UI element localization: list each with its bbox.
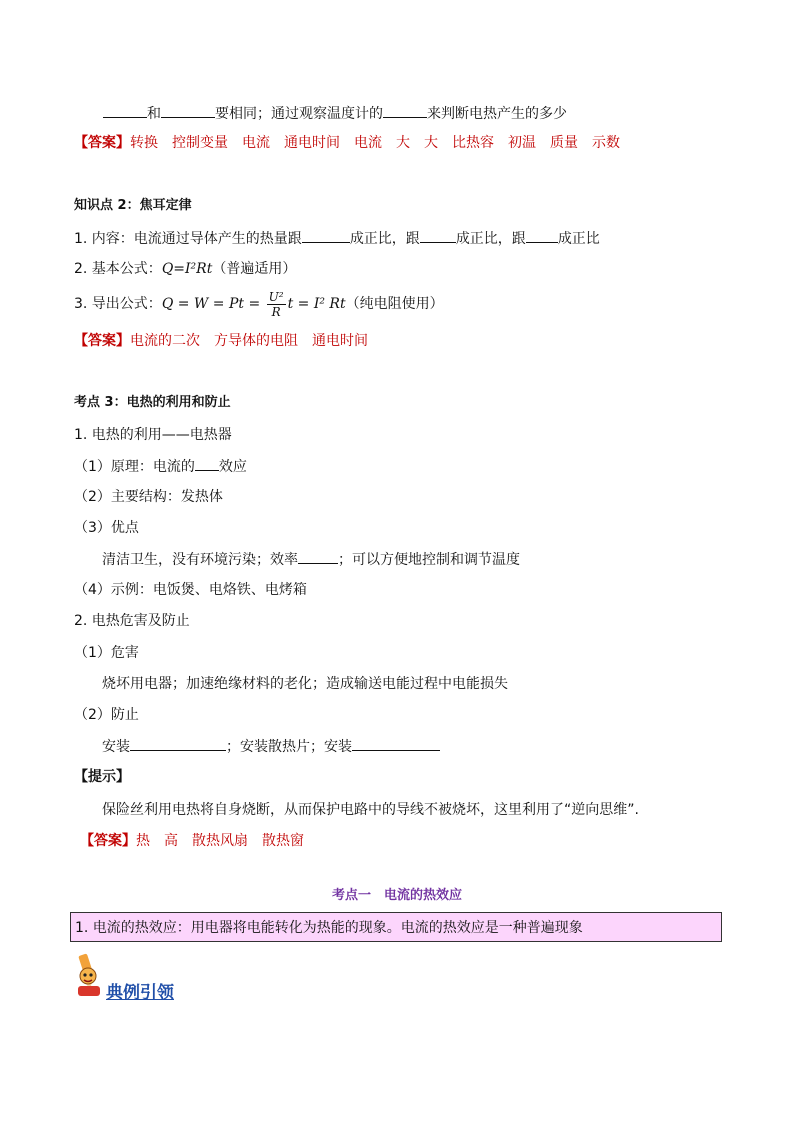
k3-line-6: （4）示例：电饭煲、电烙铁、电烤箱	[74, 582, 307, 598]
intro-text-3: 来判断电热产生的多少	[427, 106, 567, 122]
definition-box: 1. 电流的热效应：用电器将电能转化为热能的现象。电流的热效应是一种普遍现象	[70, 912, 722, 942]
fill-blank	[161, 103, 215, 118]
k3-line2-text: （1）原理：电流的	[74, 459, 195, 475]
intro-text-2: 要相同；通过观察温度计的	[215, 106, 383, 122]
answer-text: 热 高 散热风扇 散热窗	[136, 833, 304, 849]
fraction-numerator: U²	[268, 289, 284, 304]
joule-formula: Q=I²Rt	[161, 261, 213, 277]
k3-line-2	[74, 456, 247, 477]
k2-item1-text: 成正比，跟	[455, 231, 526, 247]
k3-line2-text: 效应	[218, 459, 247, 475]
k2-item-1	[74, 228, 600, 249]
section-title: 考点一 电流的热效应	[331, 888, 462, 903]
k3-line-4: （3）优点	[74, 520, 139, 536]
fraction-denominator: R	[271, 304, 281, 319]
k3-line-3: （2）主要结构：发热体	[74, 489, 223, 505]
k3-line-7: 2. 电热危害及防止	[74, 613, 190, 629]
k2-item2-note: （普遍适用）	[212, 261, 297, 277]
intro-line	[103, 103, 567, 124]
answer-label: 【答案】	[74, 333, 130, 349]
fill-blank	[526, 228, 558, 243]
fill-blank	[195, 456, 219, 471]
answer-line-3	[80, 831, 304, 851]
k3-line5-text: 清洁卫生，没有环境污染；效率	[102, 552, 298, 568]
answer-label: 【答案】	[80, 833, 136, 849]
k2-item3-note: （纯电阻使用）	[345, 296, 444, 312]
k3-title: 考点 3：电热的利用和防止	[74, 395, 231, 410]
k2-item2-label: 2. 基本公式：	[74, 261, 162, 277]
answer-text: 电流的二次 方导体的电阻 通电时间	[130, 333, 368, 349]
fill-blank	[302, 228, 350, 243]
hint-text: 保险丝利用电热将自身烧断，从而保护电路中的导线不被烧坏，这里利用了“逆向思维”.	[102, 802, 639, 818]
hint-title: 【提示】	[74, 769, 130, 785]
k2-item-2	[74, 259, 296, 279]
fill-blank	[383, 103, 427, 118]
k3-line5-text: ；可以方便地控制和调节温度	[338, 552, 520, 568]
k3-line-8: （1）危害	[74, 645, 139, 661]
k3-line-9: 烧坏用电器；加速绝缘材料的老化；造成输送电能过程中电能损失	[102, 676, 508, 692]
k3-line-5	[102, 549, 520, 570]
fill-blank	[420, 228, 456, 243]
k3-line-10: （2）防止	[74, 707, 139, 723]
k2-title: 知识点 2：焦耳定律	[74, 198, 192, 213]
fill-blank	[103, 103, 147, 118]
k2-item1-text: 成正比，跟	[349, 231, 420, 247]
example-header	[72, 952, 174, 1003]
intro-text-1: 和	[147, 106, 161, 122]
k2-item1-text: 成正比	[557, 231, 600, 247]
answer-text: 转换 控制变量 电流 通电时间 电流 大 大 比热容 初温 质量 示数	[130, 135, 620, 151]
k3-line-11	[102, 736, 440, 757]
answer-line-1	[74, 133, 620, 153]
pencil-mascot-icon	[72, 952, 106, 998]
k3-line11-text: 安装	[102, 739, 130, 755]
fill-blank	[352, 736, 440, 751]
derived-formula-part: Q = W = Pt =	[161, 296, 265, 312]
k3-line11-text: ；安装散热片；安装	[226, 739, 352, 755]
fill-blank	[130, 736, 226, 751]
k3-line-1: 1. 电热的利用——电热器	[74, 427, 232, 443]
fraction	[267, 290, 286, 319]
k2-item1-text: 1. 内容：电流通过导体产生的热量跟	[74, 231, 302, 247]
answer-label: 【答案】	[74, 135, 130, 151]
fill-blank	[298, 549, 338, 564]
k2-item3-label: 3. 导出公式：	[74, 296, 162, 312]
k2-item-3	[74, 288, 444, 320]
answer-line-2	[74, 331, 368, 351]
example-title: 典例引领	[106, 983, 174, 1003]
derived-formula-part: t = I² Rt	[287, 296, 346, 312]
